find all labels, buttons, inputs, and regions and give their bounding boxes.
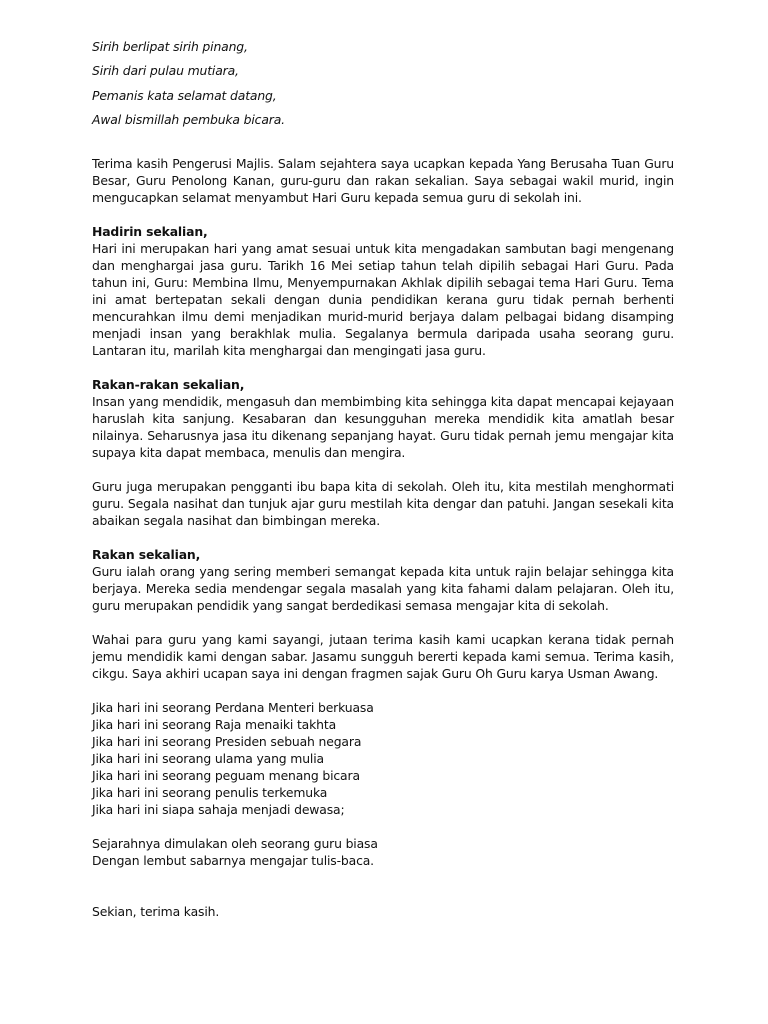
intro-paragraph: Terima kasih Pengerusi Majlis. Salam sejahtera saya ucapkan kepada Yang Berusaha Tuan Guru Besar, Guru Penolong Kanan, guru-guru dan rakan sekalian. Saya sebagai wakil murid, ingin mengucapkan selamat menyambut Hari Guru kepada semua guru di sekolah ini. — [92, 156, 674, 206]
poem-line: Jika hari ini seorang ulama yang mulia — [92, 751, 324, 767]
section-heading-rakan-rakan: Rakan-rakan sekalian, — [92, 377, 245, 393]
poem-stanza-2 — [92, 835, 674, 869]
poem-line: Jika hari ini seorang Raja menaiki takhta — [92, 717, 337, 733]
poem-stanza-1 — [92, 699, 674, 818]
pantun-line: Sirih berlipat sirih pinang, — [92, 39, 248, 54]
closing-line: Sekian, terima kasih. — [92, 904, 220, 920]
poem-line: Sejarahnya dimulakan oleh seorang guru biasa — [92, 836, 378, 852]
section-paragraph: Insan yang mendidik, mengasuh dan membimbing kita sehingga kita dapat mencapai kejayaan haruslah kita sanjung. Kesabaran dan kesungguhan mereka mendidik kita amatlah besar nilainya. Seharusnya jasa itu dikenang sepanjang hayat. Guru tidak pernah jemu mengajar kita supaya kita dapat membaca, menulis dan mengira. — [92, 394, 674, 461]
poem-line: Jika hari ini seorang peguam menang bicara — [92, 768, 360, 784]
section-paragraph: Guru ialah orang yang sering memberi semangat kepada kita untuk rajin belajar sehingga kita berjaya. Mereka sedia mendengar segala masalah yang kita fahami dalam pelajaran. Oleh itu, guru merupakan pendidik yang sangat berdedikasi semasa mengajar kita di sekolah. — [92, 564, 674, 614]
poem-line: Dengan lembut sabarnya mengajar tulis-baca. — [92, 853, 374, 869]
section-heading-rakan: Rakan sekalian, — [92, 547, 201, 563]
pantun-line: Sirih dari pulau mutiara, — [92, 63, 239, 79]
pantun-line: Awal bismillah pembuka bicara. — [92, 111, 285, 127]
opening-pantun — [92, 38, 674, 128]
thanks-paragraph: Wahai para guru yang kami sayangi, jutaan terima kasih kami ucapkan kerana tidak pernah jemu mendidik kami dengan sabar. Jasamu sungguh bererti kepada kami semua. Terima kasih, cikgu. Saya akhiri ucapan saya ini dengan fragmen sajak Guru Oh Guru karya Usman Awang. — [92, 632, 674, 682]
poem-line: Jika hari ini siapa sahaja menjadi dewasa; — [92, 802, 345, 818]
section-paragraph: Hari ini merupakan hari yang amat sesuai untuk kita mengadakan sambutan bagi mengenang dan menghargai jasa guru. Tarikh 16 Mei setiap tahun telah dipilih sebagai Hari Guru. Pada tahun ini, Guru: Membina Ilmu, Menyempurnakan Akhlak dipilih sebagai tema Hari Guru. Tema ini amat bertepatan sekali dengan dunia pendidikan kerana guru tidak pernah berhenti mencurahkan ilmu demi menjadikan murid-murid berjaya dalam pelbagai bidang disamping menjadi insan yang berakhlak mulia. Segalanya bermula daripada usaha seorang guru. Lantaran itu, marilah kita menghargai dan mengingati jasa guru. — [92, 241, 674, 359]
poem-line: Jika hari ini seorang Presiden sebuah negara — [92, 734, 362, 750]
section-paragraph: Guru juga merupakan pengganti ibu bapa kita di sekolah. Oleh itu, kita mestilah menghormati guru. Segala nasihat dan tunjuk ajar guru mestilah kita dengar dan patuhi. Jangan sesekali kita abaikan segala nasihat dan bimbingan mereka. — [92, 479, 674, 529]
poem-line: Jika hari ini seorang penulis terkemuka — [92, 785, 328, 801]
pantun-line: Pemanis kata selamat datang, — [92, 87, 277, 103]
section-heading-hadirin: Hadirin sekalian, — [92, 224, 208, 240]
document-page — [92, 38, 674, 920]
poem-line: Jika hari ini seorang Perdana Menteri berkuasa — [92, 700, 374, 716]
